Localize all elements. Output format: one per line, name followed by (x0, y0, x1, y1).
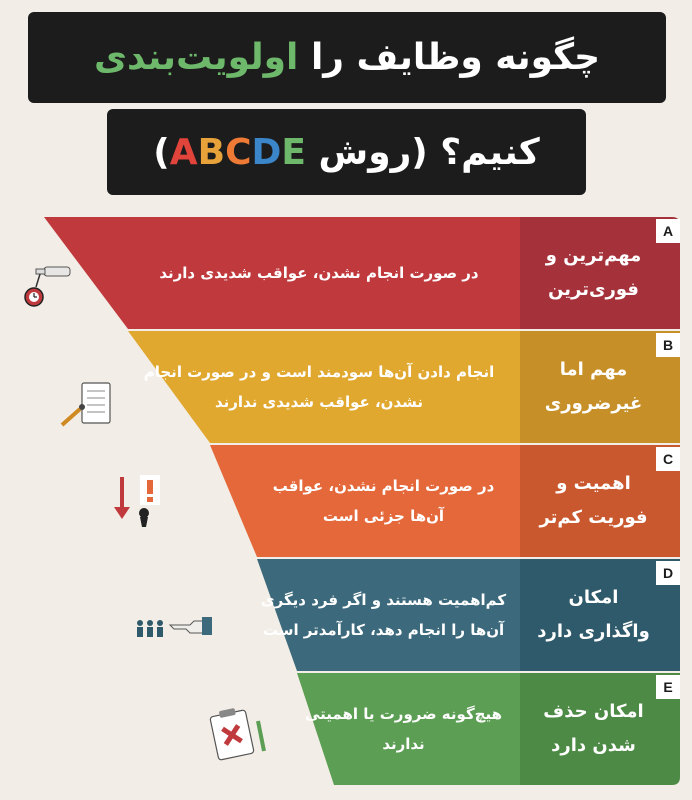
band-c-letter: C (656, 447, 680, 471)
pointing-hand-people-icon (134, 611, 214, 641)
title-main-text: چگونه وظایف را (310, 37, 601, 78)
title-line-2 (107, 109, 586, 195)
abcde-letter-a: A (169, 131, 198, 173)
abcde-letter-e: E (281, 131, 306, 173)
down-arrow-exclamation-icon (110, 473, 164, 529)
band-e-label: امکان حذف شدن دارد (543, 701, 644, 756)
band-e-description: هیچ‌گونه ضرورت یا اهمیتی ندارند (305, 705, 502, 753)
abcde-letter-d: D (251, 131, 282, 173)
band-d-letter: D (656, 561, 680, 585)
band-b-letter: B (656, 333, 680, 357)
band-b-description: انجام دادن آن‌ها سودمند است و در صورت انجام نشدن، عواقب شدیدی ندارند (143, 363, 495, 411)
band-a-letter: A (656, 219, 680, 243)
band-c (0, 445, 692, 557)
band-b (0, 331, 692, 443)
band-a-description: در صورت انجام نشدن، عواقب شدیدی دارند (159, 264, 479, 282)
hand-holding-alarm-clock-icon (22, 261, 74, 311)
title-close-paren: ) (153, 131, 170, 173)
title-main-text-2: کنیم؟ (روش (318, 131, 540, 173)
band-b-label: مهم اما غیرضروری (544, 359, 643, 414)
abcde-letter-c: C (225, 131, 252, 173)
band-c-description: در صورت انجام نشدن، عواقب آن‌ها جزئی است (272, 477, 495, 525)
band-d (0, 559, 692, 671)
band-d-label: امکان واگذاری دارد (537, 587, 650, 642)
band-d-description: کم‌اهمیت هستند و اگر فرد دیگری آن‌ها را انجام دهد، کارآمدتر است (260, 591, 507, 639)
abcde-letter-b: B (197, 131, 226, 173)
clipboard-cross-icon (202, 707, 268, 763)
band-e (0, 673, 692, 785)
band-a (0, 217, 692, 329)
band-e-letter: E (656, 675, 680, 699)
clipboard-checklist-icon (58, 381, 118, 433)
band-a-label: مهم‌ترین و فوری‌ترین (545, 245, 642, 300)
title-line-1 (28, 12, 666, 103)
abcde-word (170, 132, 306, 173)
title-accent-text: اولویت‌بندی (93, 37, 299, 78)
band-c-label: اهمیت و فوریت کم‌تر (539, 473, 648, 528)
